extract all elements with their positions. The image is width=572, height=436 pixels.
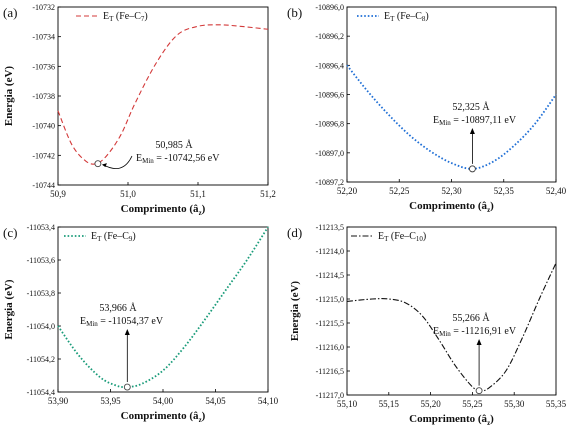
y-tick-label: -11216,5 bbox=[315, 367, 344, 376]
annotation-emin bbox=[136, 153, 220, 165]
y-tick-label: -10734 bbox=[32, 32, 55, 42]
legend-tailsub: 8 bbox=[421, 15, 426, 23]
chart-panel-2 bbox=[287, 3, 567, 214]
arrowhead bbox=[125, 329, 130, 335]
annotation-length: 50,985 Å bbox=[155, 140, 193, 151]
x-axis-label-end: ) bbox=[201, 203, 206, 215]
x-axis-label bbox=[409, 200, 494, 214]
y-tick-label: -10736 bbox=[32, 62, 55, 72]
y-tick-label: -11216,0 bbox=[315, 343, 344, 352]
x-tick-label: 55,30 bbox=[504, 399, 525, 409]
x-tick-label: 54,05 bbox=[205, 396, 226, 406]
y-tick-label: -11054,2 bbox=[26, 355, 55, 364]
y-tick-label: -10744 bbox=[32, 181, 55, 190]
x-tick-label: 55,15 bbox=[378, 399, 399, 409]
y-tick-label: -10742 bbox=[32, 151, 55, 161]
y-tick-label: -11215,0 bbox=[315, 295, 344, 304]
annotation-emin bbox=[433, 326, 517, 338]
y-tick-label: -10896,2 bbox=[315, 32, 344, 42]
y-tick-label: -11214,5 bbox=[315, 271, 344, 280]
y-tick-label: -10896,6 bbox=[315, 90, 344, 100]
legend-sub: T bbox=[97, 235, 102, 243]
minimum-marker bbox=[469, 166, 475, 172]
legend-label bbox=[91, 231, 136, 243]
x-tick-label: 55,35 bbox=[545, 399, 567, 409]
x-axis-label-sub: z bbox=[487, 419, 491, 427]
arrowhead bbox=[477, 339, 482, 345]
legend-sub: T bbox=[384, 235, 389, 243]
y-tick-label: -10732 bbox=[32, 3, 55, 12]
panel-label: (c) bbox=[3, 225, 18, 240]
x-tick-label: 53,95 bbox=[100, 396, 121, 406]
chart-panel-1 bbox=[3, 3, 276, 217]
panel-label: (d) bbox=[287, 225, 303, 240]
annotation-emin bbox=[433, 115, 517, 127]
x-tick-label: 51,0 bbox=[120, 189, 136, 199]
x-tick-label: 52,20 bbox=[336, 186, 358, 196]
legend-main: E bbox=[384, 11, 391, 22]
y-tick-label: -11217,0 bbox=[315, 391, 344, 400]
minimum-marker bbox=[95, 161, 101, 167]
minimum-marker bbox=[124, 384, 130, 390]
y-tick-label: -11213,5 bbox=[315, 223, 344, 232]
y-tick-label: -10738 bbox=[32, 92, 55, 101]
x-tick-label: 55,20 bbox=[420, 399, 441, 409]
annotation-emin bbox=[80, 316, 164, 328]
x-tick-label: 51,1 bbox=[190, 189, 206, 199]
y-tick-label: -10897,2 bbox=[315, 178, 344, 187]
legend-label bbox=[384, 11, 429, 23]
chart-panel-4 bbox=[287, 223, 567, 427]
x-tick-label: 50,9 bbox=[50, 189, 66, 199]
x-axis-label-sub: z bbox=[487, 206, 491, 214]
y-axis-label: Energia (eV) bbox=[289, 280, 301, 342]
annotation-length: 53,966 Å bbox=[99, 303, 137, 314]
y-tick-label: -11054,0 bbox=[26, 322, 55, 331]
y-tick-label: -10740 bbox=[32, 121, 55, 131]
arrowhead bbox=[470, 128, 475, 134]
x-tick-label: 51,2 bbox=[260, 189, 276, 199]
y-axis-label: Energia (eV) bbox=[3, 279, 15, 340]
y-axis-label: Energia (eV) bbox=[3, 65, 15, 127]
x-axis-label bbox=[409, 413, 494, 427]
legend-main: E bbox=[378, 231, 385, 242]
annotation-emin-e: E bbox=[433, 326, 440, 337]
legend-end: ) bbox=[144, 11, 148, 22]
annotation-arrow bbox=[103, 156, 132, 169]
annotation-emin-e: E bbox=[80, 316, 87, 327]
panel-label: (b) bbox=[287, 5, 303, 20]
legend-main: E bbox=[91, 231, 98, 242]
minimum-marker bbox=[476, 388, 482, 394]
plot-frame bbox=[347, 227, 556, 395]
x-tick-label: 55,25 bbox=[462, 399, 483, 409]
annotation-emin-sub: Min bbox=[439, 330, 451, 338]
x-axis-label-end: ) bbox=[490, 413, 494, 425]
x-tick-label: 53,90 bbox=[47, 396, 69, 406]
annotation-emin-e: E bbox=[136, 153, 143, 164]
annotation-emin-e: E bbox=[433, 115, 440, 126]
x-tick-label: 52,35 bbox=[493, 186, 514, 196]
annotation-length: 55,266 Å bbox=[452, 313, 490, 324]
legend-sub: T bbox=[390, 15, 395, 23]
y-tick-label: -11215,5 bbox=[315, 319, 344, 328]
x-tick-label: 55,10 bbox=[336, 399, 358, 409]
x-axis-label-main: Comprimento (â bbox=[409, 413, 488, 425]
annotation-emin-sub: Min bbox=[142, 157, 154, 165]
x-axis-label bbox=[121, 203, 206, 217]
y-tick-label: -11214,0 bbox=[315, 247, 344, 256]
y-tick-label: -11053,6 bbox=[26, 256, 55, 265]
y-tick-label: -10896,0 bbox=[315, 3, 344, 12]
x-axis-label-end: ) bbox=[490, 200, 494, 212]
plot-frame bbox=[347, 7, 556, 182]
panel-label: (a) bbox=[3, 5, 18, 20]
legend-tail: (Fe–C bbox=[101, 231, 129, 242]
legend-sub: T bbox=[109, 15, 114, 23]
y-tick-label: -10897,0 bbox=[315, 148, 344, 158]
legend-tail: (Fe–C bbox=[394, 11, 422, 22]
legend-label bbox=[103, 11, 148, 23]
annotation-length: 52,325 Å bbox=[452, 102, 490, 113]
annotation-emin-value: = -10742,56 eV bbox=[153, 153, 220, 164]
x-axis-label-sub: z bbox=[198, 209, 202, 217]
annotation-emin-value: = -11216,91 eV bbox=[450, 326, 517, 337]
x-axis-label-main: Comprimento (â bbox=[120, 410, 199, 422]
annotation-emin-value: = -10897,11 eV bbox=[450, 115, 517, 126]
y-tick-label: -11053,8 bbox=[26, 289, 55, 298]
legend-main: E bbox=[103, 11, 110, 22]
legend-end: ) bbox=[132, 231, 136, 242]
annotation-emin-value: = -11054,37 eV bbox=[97, 316, 164, 327]
legend-tailsub: 7 bbox=[140, 15, 145, 23]
annotation-emin-sub: Min bbox=[86, 320, 98, 328]
legend-end: ) bbox=[422, 231, 427, 242]
legend-label bbox=[378, 231, 426, 243]
y-tick-label: -10896,4 bbox=[315, 61, 344, 71]
x-axis-label-main: Comprimento (â bbox=[120, 203, 199, 215]
legend-tailsub: 10 bbox=[415, 235, 423, 243]
x-axis-label-main: Comprimento (â bbox=[409, 200, 488, 212]
legend-tail: (Fe–C bbox=[388, 231, 416, 242]
chart-panel-3 bbox=[3, 223, 279, 424]
x-axis-label-end: ) bbox=[201, 410, 206, 422]
y-tick-label: -11053,4 bbox=[26, 223, 55, 232]
x-tick-label: 52,30 bbox=[441, 186, 462, 196]
legend-tail: (Fe–C bbox=[113, 11, 141, 22]
x-axis-label-sub: z bbox=[198, 416, 202, 424]
y-tick-label: -11054,4 bbox=[26, 388, 55, 397]
legend-end: ) bbox=[425, 11, 429, 22]
y-tick-label: -10896,8 bbox=[315, 119, 344, 129]
x-tick-label: 52,40 bbox=[545, 186, 567, 196]
legend-tailsub: 9 bbox=[128, 235, 133, 243]
x-tick-label: 54,00 bbox=[152, 396, 174, 406]
x-tick-label: 54,10 bbox=[257, 396, 279, 406]
annotation-emin-sub: Min bbox=[439, 119, 451, 127]
series-line bbox=[58, 227, 268, 387]
x-axis-label bbox=[121, 410, 206, 424]
x-tick-label: 52,25 bbox=[389, 186, 410, 196]
